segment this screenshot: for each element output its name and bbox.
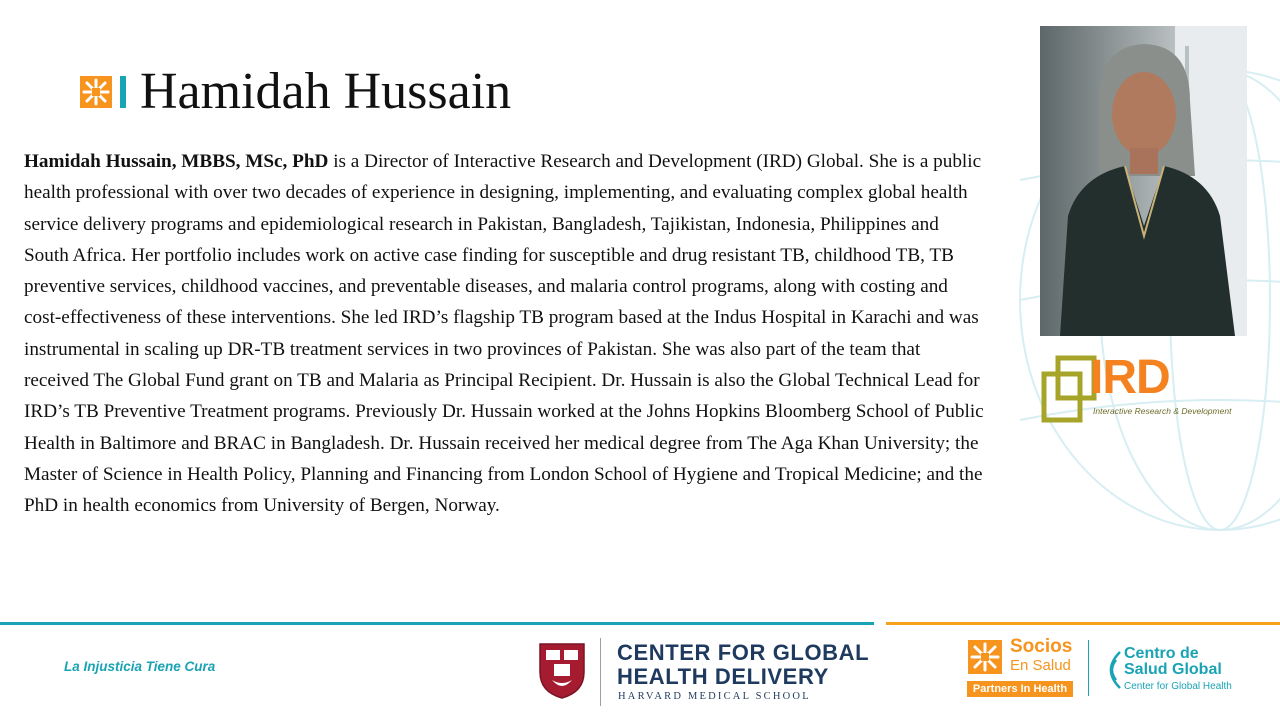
cghd-logo-line2: HEALTH DELIVERY [617,664,829,689]
pih-star-icon [80,76,112,108]
portrait-photo-icon [1040,26,1247,336]
title-row [80,62,511,122]
bio-text: is a Director of Interactive Research and Development (IRD) Global. She is a public health professional with over two decades of experience in designing, implementing, and evaluating complex global health service delivery programs and epidemiological research in Pakistan, Bangladesh, Tajikistan, Indonesia, Philippines and South Africa. Her portfolio includes work on active case finding for susceptible and drug resistant TB, childhood TB, TB preventive services, childhood vaccines, and preventable diseases, and malaria control programs, along with costing and cost-effectiveness of these interventions. She led IRD’s flagship TB program based at the Indus Hospital in Karachi and was instrumental in scaling up DR-TB treatment services in two provinces of Pakistan. She was also part of the team that received The Global Fund grant on TB and Malaria as Principal Recipient. Dr. Hussain is also the Global Technical Lead for IRD’s TB Preventive Treatment programs. Previously Dr. Hussain worked at the Johns Hopkins Bloomberg School of Public Health in Baltimore and BRAC in Bangladesh. Dr. Hussain received her medical degree from The Aga Khan University; the Master of Science in Health Policy, Planning and Financing from London School of Hygiene and Tropical Medicine; and the PhD in health economics from University of Bergen, Norway. [24,151,984,517]
bio-name-credentials: Hamidah Hussain, MBBS, MSc, PhD [24,151,329,172]
cghd-logo-line3: HARVARD MEDICAL SCHOOL [618,691,811,702]
ird-logo-text: IRD [1090,351,1170,404]
footer-rule-teal [0,622,874,625]
csg-divider [1088,640,1089,696]
csg-globe-icon [1100,648,1124,692]
socios-star-icon [968,640,1002,674]
slide-title: Hamidah Hussain [140,63,512,120]
cghd-logo-line1: CENTER FOR GLOBAL [617,640,870,665]
csg-logo-line2: Salud Global [1124,661,1222,678]
harvard-shield-icon [538,642,586,700]
ird-logo-subtitle: Interactive Research & Development [1093,406,1232,416]
title-accent-bar [120,76,126,108]
socios-logo-line2: En Salud [1010,657,1071,674]
socios-logo-line1: Socios [1010,636,1073,657]
bio-paragraph [24,146,984,522]
footer-tagline: La Injusticia Tiene Cura [64,659,216,674]
cghd-divider [600,638,601,706]
portrait-photo [1040,26,1247,336]
csg-logo-line3: Center for Global Health [1124,681,1232,692]
partners-in-health-label: Partners In Health [967,681,1073,697]
footer-rule-orange [886,622,1280,625]
csg-logo-line1: Centro de [1124,645,1199,662]
